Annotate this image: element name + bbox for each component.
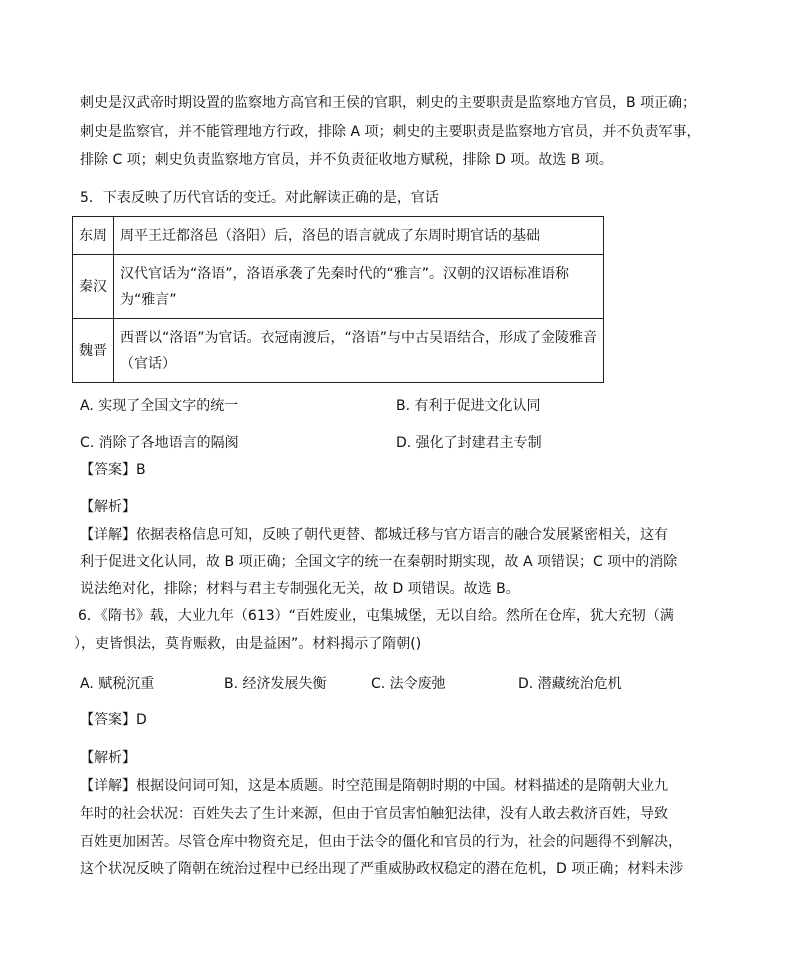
- q6-detail-line-3: 百姓更加困苦。尽管仓库中物资充足，但由于法令的僵化和官员的行为，社会的问题得不到解决，: [80, 834, 682, 850]
- q5-detail-line-3: 说法绝对化，排除；材料与君主专制强化无关，故 D 项错误。故选 B。: [80, 581, 520, 597]
- q6-detail-line-1: 【详解】根据设问词可知，这是本质题。时空范围是隋朝时期的中国。材料描述的是隋朝大业九: [80, 778, 668, 794]
- table-row: [73, 217, 604, 255]
- q5-option-c: C. 消除了各地语言的隔阂: [80, 435, 239, 451]
- q5-option-b: B. 有利于促进文化认同: [396, 398, 541, 414]
- q6-analysis-title: 【解析】: [80, 750, 136, 766]
- table-cell-text: 汉代官话为“洛语”，洛语承袭了先秦时代的“雅言”。汉朝的汉语标准语称为“雅言”: [114, 255, 604, 319]
- q6-option-d: D. 潜藏统治危机: [518, 676, 622, 692]
- table-cell-era: 魏晋: [73, 319, 114, 383]
- table-cell-era: 东周: [73, 217, 114, 255]
- q5-detail-line-2: 利于促进文化认同，故 B 项正确；全国文字的统一在秦朝时期实现，故 A 项错误；C 项中的消除: [80, 554, 678, 570]
- q5-detail-line-1: 【详解】依据表格信息可知，反映了朝代更替、都城迁移与官方语言的融合发展紧密相关，这有: [80, 527, 668, 543]
- q5-stem: 5．下表反映了历代官话的变迁。对此解读正确的是，官话: [80, 190, 439, 206]
- prev-explanation-line-2: 刺史是监察官，并不能管理地方行政，排除 A 项；刺史的主要职责是监察地方官员，并不负责军事，: [80, 124, 701, 140]
- table-row: [73, 319, 604, 383]
- table-cell-text: 周平王迁都洛邑（洛阳）后，洛邑的语言就成了东周时期官话的基础: [114, 217, 604, 255]
- q5-analysis-title: 【解析】: [80, 499, 136, 515]
- q5-option-d: D. 强化了封建君主专制: [396, 435, 542, 451]
- q6-stem-line-1: 6．《隋书》载，大业九年（613）“百姓废业，屯集城堡，无以自给。然所在仓库，犹大充牣（满: [78, 608, 674, 624]
- table-cell-text: 西晋以“洛语”为官话。衣冠南渡后，“洛语”与中古吴语结合，形成了金陵雅音（官话）: [114, 319, 604, 383]
- q6-detail-line-2: 年时的社会状况：百姓失去了生计来源，但由于官员害怕触犯法律，没有人敢去救济百姓，导致: [80, 806, 668, 822]
- q6-option-c: C. 法令废弛: [371, 676, 446, 692]
- q5-answer: 【答案】B: [80, 462, 146, 478]
- table-row: [73, 255, 604, 319]
- table-cell-era: 秦汉: [73, 255, 114, 319]
- q6-option-b: B. 经济发展失衡: [224, 676, 327, 692]
- q6-option-a: A. 赋税沉重: [80, 676, 155, 692]
- q6-stem-line-2: ），吏皆惧法，莫肯赈救，由是益困”。材料揭示了隋朝(): [74, 636, 422, 652]
- prev-explanation-line-1: 刺史是汉武帝时期设置的监察地方高官和王侯的官职，刺史的主要职责是监察地方官员，B 项正确；: [80, 95, 697, 111]
- q5-table: [72, 216, 604, 383]
- q5-option-a: A. 实现了全国文字的统一: [80, 398, 239, 414]
- prev-explanation-line-3: 排除 C 项；刺史负责监察地方官员，并不负责征收地方赋税，排除 D 项。故选 B 项。: [80, 152, 613, 168]
- q6-answer: 【答案】D: [80, 712, 147, 728]
- q6-detail-line-4: 这个状况反映了隋朝在统治过程中已经出现了严重威胁政权稳定的潜在危机，D 项正确；材料未涉: [80, 861, 684, 877]
